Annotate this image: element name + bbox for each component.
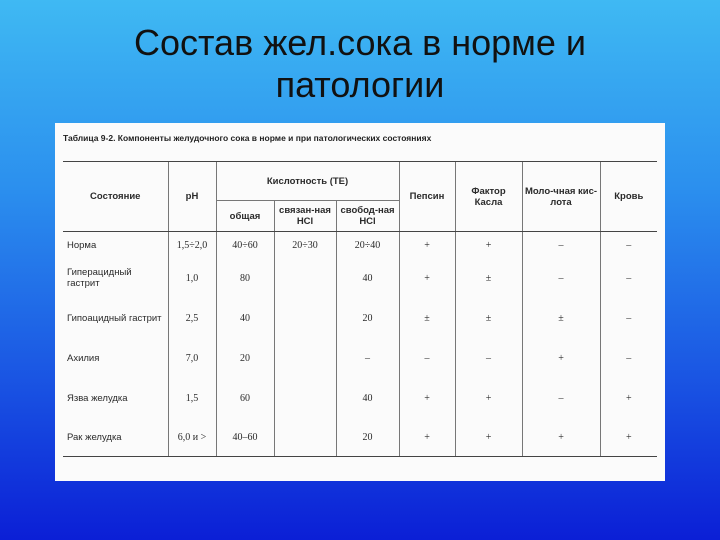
cell-lactic: ± xyxy=(522,298,600,338)
cell-ph: 7,0 xyxy=(168,338,216,378)
cell-bound xyxy=(274,258,336,298)
header-blood: Кровь xyxy=(600,162,657,232)
cell-free: 20÷40 xyxy=(336,232,399,259)
cell-lactic: – xyxy=(522,378,600,418)
table-row xyxy=(63,258,657,298)
cell-castle: ± xyxy=(455,298,522,338)
cell-ph: 1,0 xyxy=(168,258,216,298)
cell-state: Ахилия xyxy=(67,352,100,364)
cell-pepsin: + xyxy=(399,258,455,298)
table-caption: Таблица 9-2. Компоненты желудочного сока в норме и при патологических состояниях xyxy=(63,133,432,143)
cell-total: 40÷60 xyxy=(216,232,274,259)
cell-bound xyxy=(274,338,336,378)
cell-blood: + xyxy=(600,378,657,418)
cell-blood: – xyxy=(600,232,657,259)
cell-ph: 2,5 xyxy=(168,298,216,338)
cell-blood: – xyxy=(600,258,657,298)
cell-free: 20 xyxy=(336,298,399,338)
header-pepsin: Пепсин xyxy=(399,162,455,232)
cell-blood: – xyxy=(600,338,657,378)
cell-free: 40 xyxy=(336,378,399,418)
cell-castle: ± xyxy=(455,258,522,298)
cell-castle: – xyxy=(455,338,522,378)
header-total: общая xyxy=(216,201,274,232)
cell-bound xyxy=(274,378,336,418)
cell-total: 20 xyxy=(216,338,274,378)
cell-blood: – xyxy=(600,298,657,338)
cell-bound xyxy=(274,298,336,338)
header-free-hcl: свобод-ная HCl xyxy=(336,201,399,232)
title-line-2: патологии xyxy=(275,64,445,105)
cell-pepsin: + xyxy=(399,418,455,457)
table-row xyxy=(63,418,657,457)
cell-free: 20 xyxy=(336,418,399,457)
gastric-juice-table xyxy=(63,161,657,457)
cell-pepsin: – xyxy=(399,338,455,378)
table-row xyxy=(63,298,657,338)
header-ph: pH xyxy=(168,162,216,232)
cell-state: Язва желудка xyxy=(67,392,128,404)
table-row xyxy=(63,232,657,259)
cell-ph: 1,5÷2,0 xyxy=(168,232,216,259)
cell-lactic: + xyxy=(522,418,600,457)
cell-castle: + xyxy=(455,418,522,457)
slide-title xyxy=(0,22,720,106)
header-castle-factor: Фактор Касла xyxy=(455,162,522,232)
cell-lactic: + xyxy=(522,338,600,378)
cell-total: 40–60 xyxy=(216,418,274,457)
header-lactic-acid: Моло-чная кис-лота xyxy=(522,162,600,232)
cell-bound xyxy=(274,418,336,457)
cell-state: Гиперацидный гастрит xyxy=(67,267,132,289)
cell-castle: + xyxy=(455,232,522,259)
table-row xyxy=(63,378,657,418)
cell-state: Гипоацидный гастрит xyxy=(67,312,162,324)
header-acidity: Кислотность (ТЕ) xyxy=(216,162,399,201)
cell-lactic: – xyxy=(522,258,600,298)
cell-state: Норма xyxy=(67,239,97,251)
table-row xyxy=(63,338,657,378)
cell-pepsin: + xyxy=(399,232,455,259)
table-image xyxy=(55,123,665,481)
cell-blood: + xyxy=(600,418,657,457)
cell-total: 60 xyxy=(216,378,274,418)
cell-total: 40 xyxy=(216,298,274,338)
cell-ph: 6,0 и > xyxy=(168,418,216,457)
cell-pepsin: + xyxy=(399,378,455,418)
cell-free: 40 xyxy=(336,258,399,298)
cell-state: Рак желудка xyxy=(63,418,168,457)
cell-castle: + xyxy=(455,378,522,418)
title-line-1: Состав жел.сока в норме и xyxy=(133,22,587,63)
cell-pepsin: ± xyxy=(399,298,455,338)
header-state: Состояние xyxy=(63,162,168,232)
cell-total: 80 xyxy=(216,258,274,298)
cell-free: – xyxy=(336,338,399,378)
cell-bound: 20÷30 xyxy=(274,232,336,259)
header-bound-hcl: связан-ная HCl xyxy=(274,201,336,232)
cell-lactic: – xyxy=(522,232,600,259)
cell-ph: 1,5 xyxy=(168,378,216,418)
